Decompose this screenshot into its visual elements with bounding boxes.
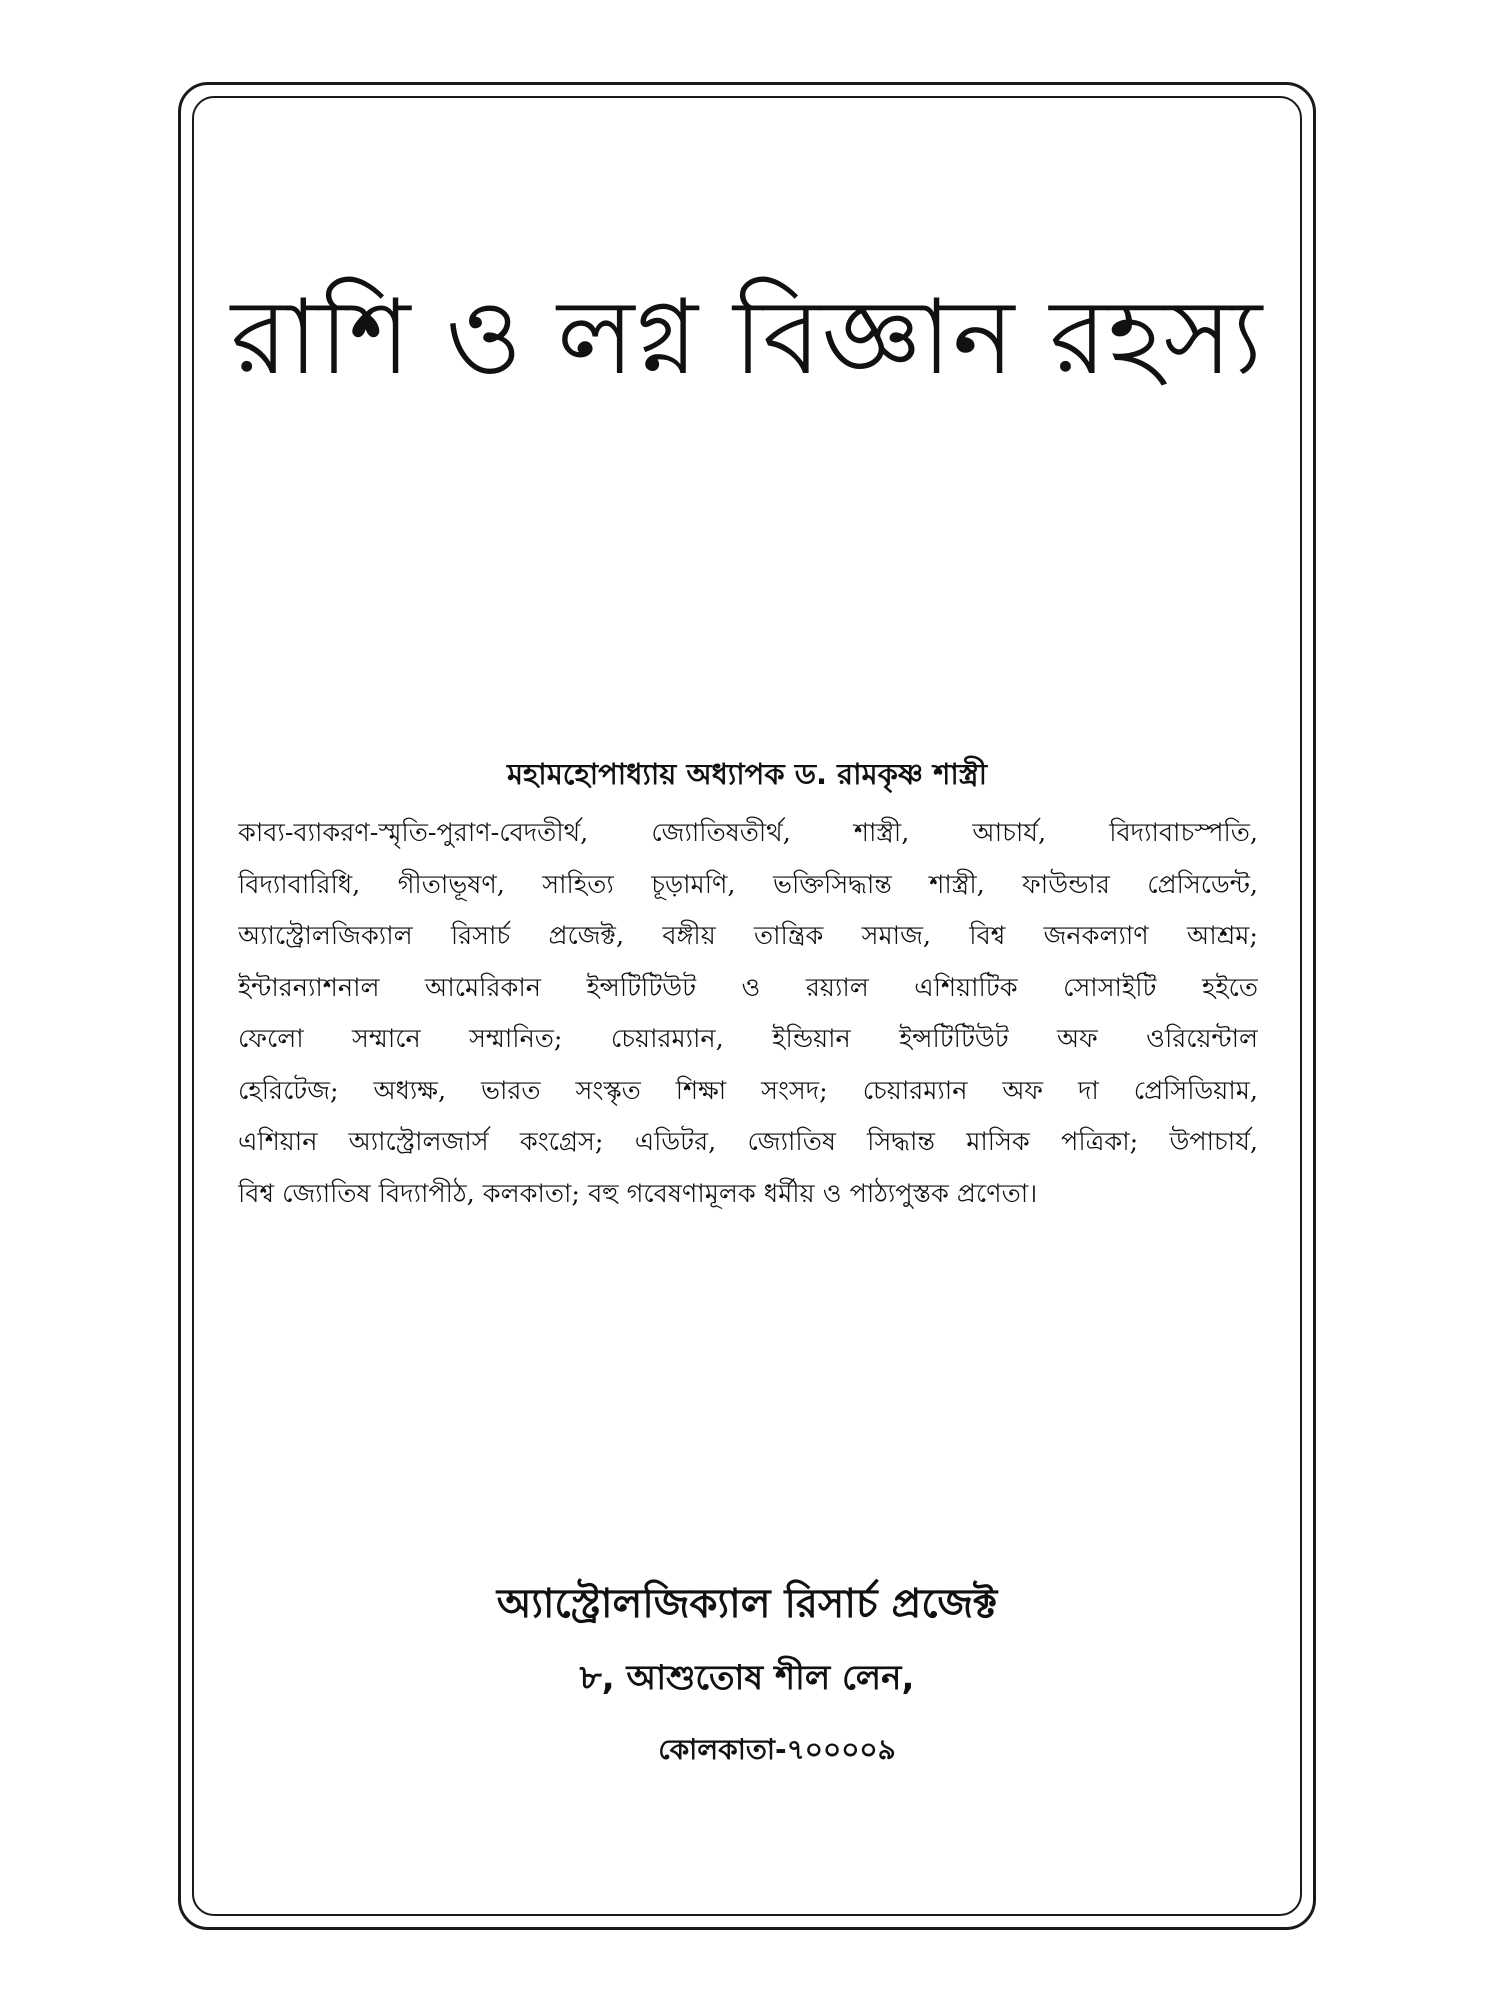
credentials-line: কাব্য-ব্যাকরণ-স্মৃতি-পুরাণ-বেদতীর্থ, জ্যোতিষতীর্থ, শাস্ত্রী, আচার্য, বিদ্যাবাচস্পতি, (238, 818, 1258, 848)
publisher-name: অ্যাস্ট্রোলজিক্যাল রিসার্চ প্রজেক্ট (496, 1581, 998, 1627)
credentials-line: বিশ্ব জ্যোতিষ বিদ্যাপীঠ, কলকাতা; বহু গবেষণামূলক ধর্মীয় ও পাঠ্যপুস্তক প্রণেতা। (238, 1178, 1038, 1209)
publisher-address: ৮, আশুতোষ শীল লেন, (579, 1658, 915, 1698)
publisher-city: কোলকাতা-৭০০০০৯ (658, 1733, 896, 1766)
credentials-line: ইন্টারন্যাশনাল আমেরিকান ইন্সটিটিউট ও রয়্যাল এশিয়াটিক সোসাইটি হইতে (238, 972, 1258, 1003)
credentials-line: বিদ্যাবারিধি, গীতাভূষণ, সাহিত্য চূড়ামণি, ভক্তিসিদ্ধান্ত শাস্ত্রী, ফাউন্ডার প্রেসিডেন্ট, (238, 869, 1258, 900)
author-name: মহামহোপাধ্যায় অধ্যাপক ড. রামকৃষ্ণ শাস্ত্রী (506, 757, 988, 791)
book-title: রাশি ও লগ্ন বিজ্ঞান রহস্য (230, 276, 1264, 398)
credentials-line: ফেলো সম্মানে সম্মানিত; চেয়ারম্যান, ইন্ডিয়ান ইন্সটিটিউট অফ ওরিয়েন্টাল (238, 1024, 1258, 1054)
author-credentials (238, 808, 1258, 1220)
credentials-line: এশিয়ান অ্যাস্ট্রোলজার্স কংগ্রেস; এডিটর, জ্যোতিষ সিদ্ধান্ত মাসিক পত্রিকা; উপাচার্য, (238, 1127, 1258, 1157)
credentials-line: হেরিটেজ; অধ্যক্ষ, ভারত সংস্কৃত শিক্ষা সংসদ; চেয়ারম্যান অফ দা প্রেসিডিয়াম, (238, 1075, 1258, 1106)
credentials-line: অ্যাস্ট্রোলজিক্যাল রিসার্চ প্রজেক্ট, বঙ্গীয় তান্ত্রিক সমাজ, বিশ্ব জনকল্যাণ আশ্রম; (238, 921, 1258, 951)
